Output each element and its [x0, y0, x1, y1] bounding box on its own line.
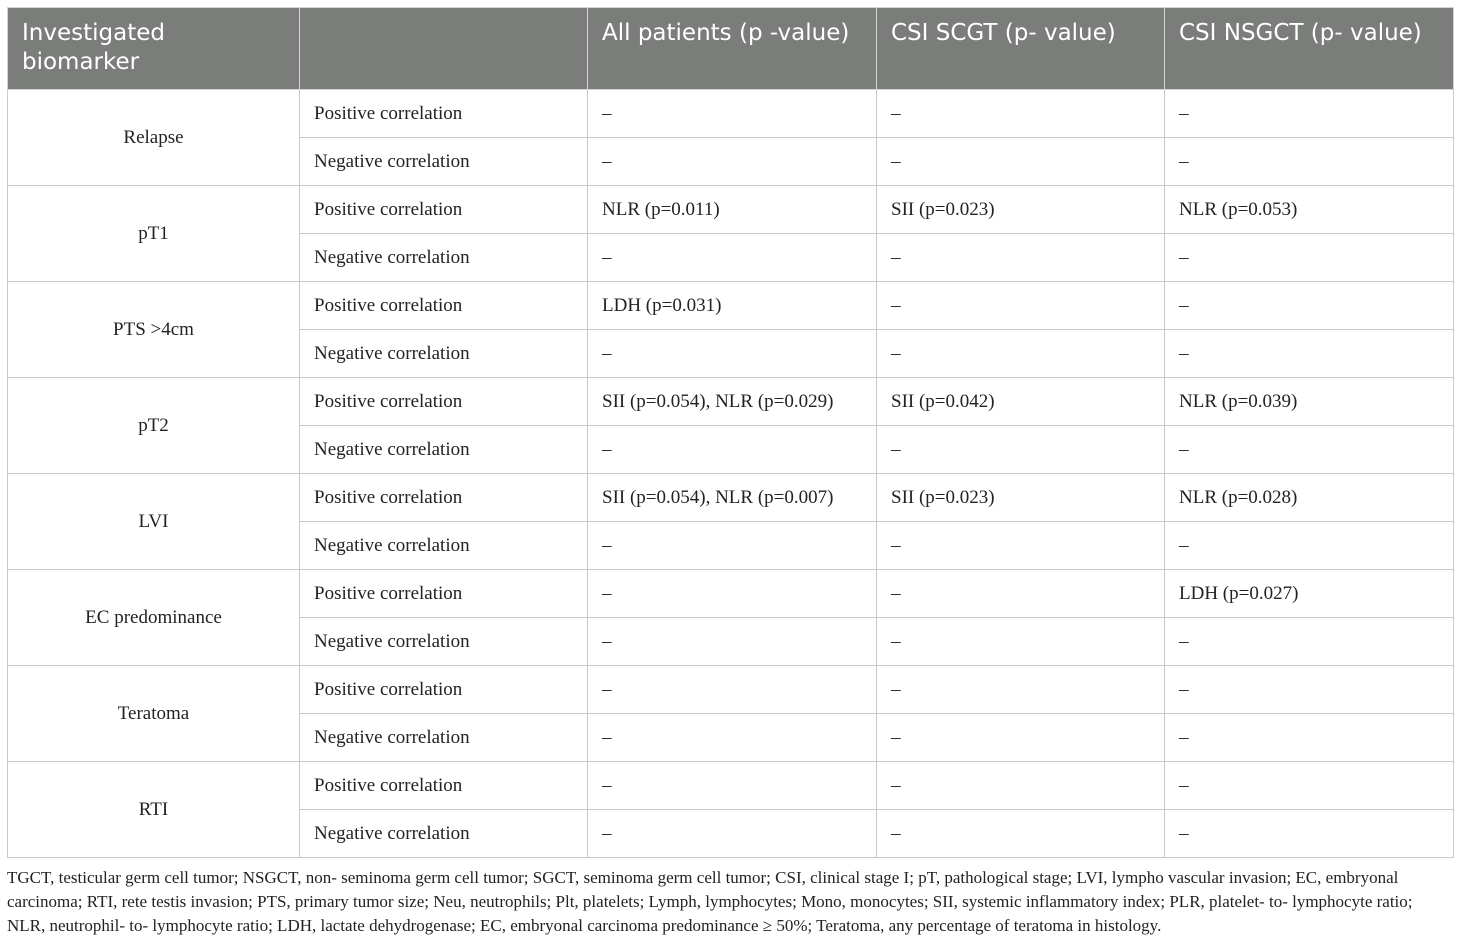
all-patients-cell: –: [588, 90, 877, 138]
csi-nsgct-cell: –: [1165, 426, 1454, 474]
correlation-type-cell: Negative correlation: [300, 618, 588, 666]
csi-scgt-cell: –: [877, 810, 1165, 858]
csi-scgt-cell: –: [877, 714, 1165, 762]
header-csi-nsgct: CSI NSGCT (p- value): [1165, 8, 1454, 90]
correlation-type-cell: Positive correlation: [300, 378, 588, 426]
csi-scgt-cell: –: [877, 666, 1165, 714]
correlation-type-cell: Negative correlation: [300, 330, 588, 378]
csi-nsgct-cell: –: [1165, 138, 1454, 186]
correlation-type-cell: Negative correlation: [300, 234, 588, 282]
correlation-type-cell: Positive correlation: [300, 90, 588, 138]
correlation-type-cell: Positive correlation: [300, 282, 588, 330]
csi-scgt-cell: SII (p=0.023): [877, 474, 1165, 522]
csi-nsgct-cell: –: [1165, 330, 1454, 378]
header-investigated-biomarker: Investigated biomarker: [8, 8, 300, 90]
table-row: [8, 570, 1454, 618]
correlation-type-cell: Positive correlation: [300, 666, 588, 714]
csi-scgt-cell: –: [877, 522, 1165, 570]
biomarker-correlation-table: [7, 7, 1454, 858]
csi-scgt-cell: –: [877, 90, 1165, 138]
all-patients-cell: –: [588, 762, 877, 810]
csi-nsgct-cell: –: [1165, 234, 1454, 282]
table-row: [8, 90, 1454, 138]
header-correlation-type: [300, 8, 588, 90]
table-row: [8, 186, 1454, 234]
table-row: [8, 378, 1454, 426]
all-patients-cell: –: [588, 666, 877, 714]
correlation-type-cell: Positive correlation: [300, 762, 588, 810]
csi-nsgct-cell: –: [1165, 522, 1454, 570]
table-header: [8, 8, 1454, 90]
correlation-type-cell: Negative correlation: [300, 138, 588, 186]
all-patients-cell: –: [588, 138, 877, 186]
correlation-type-cell: Positive correlation: [300, 474, 588, 522]
all-patients-cell: –: [588, 330, 877, 378]
biomarker-label: LVI: [8, 474, 300, 570]
correlation-type-cell: Negative correlation: [300, 426, 588, 474]
table-row: [8, 474, 1454, 522]
biomarker-table-container: [7, 7, 1453, 858]
csi-scgt-cell: –: [877, 138, 1165, 186]
biomarker-label: Relapse: [8, 90, 300, 186]
csi-scgt-cell: –: [877, 570, 1165, 618]
table-body: [8, 90, 1454, 858]
biomarker-label: PTS >4cm: [8, 282, 300, 378]
all-patients-cell: LDH (p=0.031): [588, 282, 877, 330]
all-patients-cell: –: [588, 522, 877, 570]
csi-nsgct-cell: –: [1165, 810, 1454, 858]
all-patients-cell: SII (p=0.054), NLR (p=0.007): [588, 474, 877, 522]
all-patients-cell: –: [588, 618, 877, 666]
all-patients-cell: –: [588, 570, 877, 618]
all-patients-cell: –: [588, 714, 877, 762]
csi-scgt-cell: –: [877, 426, 1165, 474]
csi-nsgct-cell: NLR (p=0.053): [1165, 186, 1454, 234]
csi-nsgct-cell: –: [1165, 714, 1454, 762]
csi-nsgct-cell: –: [1165, 762, 1454, 810]
table-row: [8, 666, 1454, 714]
csi-scgt-cell: –: [877, 762, 1165, 810]
csi-scgt-cell: –: [877, 234, 1165, 282]
csi-nsgct-cell: NLR (p=0.039): [1165, 378, 1454, 426]
all-patients-cell: –: [588, 234, 877, 282]
correlation-type-cell: Negative correlation: [300, 714, 588, 762]
correlation-type-cell: Positive correlation: [300, 186, 588, 234]
all-patients-cell: –: [588, 426, 877, 474]
header-all-patients: All patients (p -value): [588, 8, 877, 90]
correlation-type-cell: Negative correlation: [300, 810, 588, 858]
csi-scgt-cell: –: [877, 618, 1165, 666]
biomarker-label: RTI: [8, 762, 300, 858]
header-csi-scgt: CSI SCGT (p- value): [877, 8, 1165, 90]
biomarker-label: pT2: [8, 378, 300, 474]
csi-nsgct-cell: NLR (p=0.028): [1165, 474, 1454, 522]
csi-scgt-cell: SII (p=0.023): [877, 186, 1165, 234]
csi-nsgct-cell: –: [1165, 666, 1454, 714]
all-patients-cell: NLR (p=0.011): [588, 186, 877, 234]
table-row: [8, 762, 1454, 810]
biomarker-label: Teratoma: [8, 666, 300, 762]
biomarker-label: pT1: [8, 186, 300, 282]
csi-nsgct-cell: –: [1165, 618, 1454, 666]
biomarker-label: EC predominance: [8, 570, 300, 666]
all-patients-cell: SII (p=0.054), NLR (p=0.029): [588, 378, 877, 426]
csi-scgt-cell: SII (p=0.042): [877, 378, 1165, 426]
csi-nsgct-cell: –: [1165, 282, 1454, 330]
csi-nsgct-cell: LDH (p=0.027): [1165, 570, 1454, 618]
csi-nsgct-cell: –: [1165, 90, 1454, 138]
table-footnote: TGCT, testicular germ cell tumor; NSGCT, non- seminoma germ cell tumor; SGCT, seminoma germ cell tumor; CSI, clinical stage I; pT, pathological stage; LVI, lympho vascular invasion; EC, embryonal carcinoma; RTI, rete testis invasion; PTS, primary tumor size; Neu, neutrophils; Plt, platelets; Lymph, lymphocytes; Mono, monocytes; SII, systemic inflammatory index; PLR, platelet- to- lymphocyte ratio; NLR, neutrophil- to- lymphocyte ratio; LDH, lactate dehydrogenase; EC, embryonal carcinoma predominance ≥ 50%; Teratoma, any percentage of teratoma in histology.: [7, 868, 1413, 935]
correlation-type-cell: Positive correlation: [300, 570, 588, 618]
correlation-type-cell: Negative correlation: [300, 522, 588, 570]
all-patients-cell: –: [588, 810, 877, 858]
csi-scgt-cell: –: [877, 282, 1165, 330]
csi-scgt-cell: –: [877, 330, 1165, 378]
header-row: [8, 8, 1454, 90]
table-row: [8, 282, 1454, 330]
